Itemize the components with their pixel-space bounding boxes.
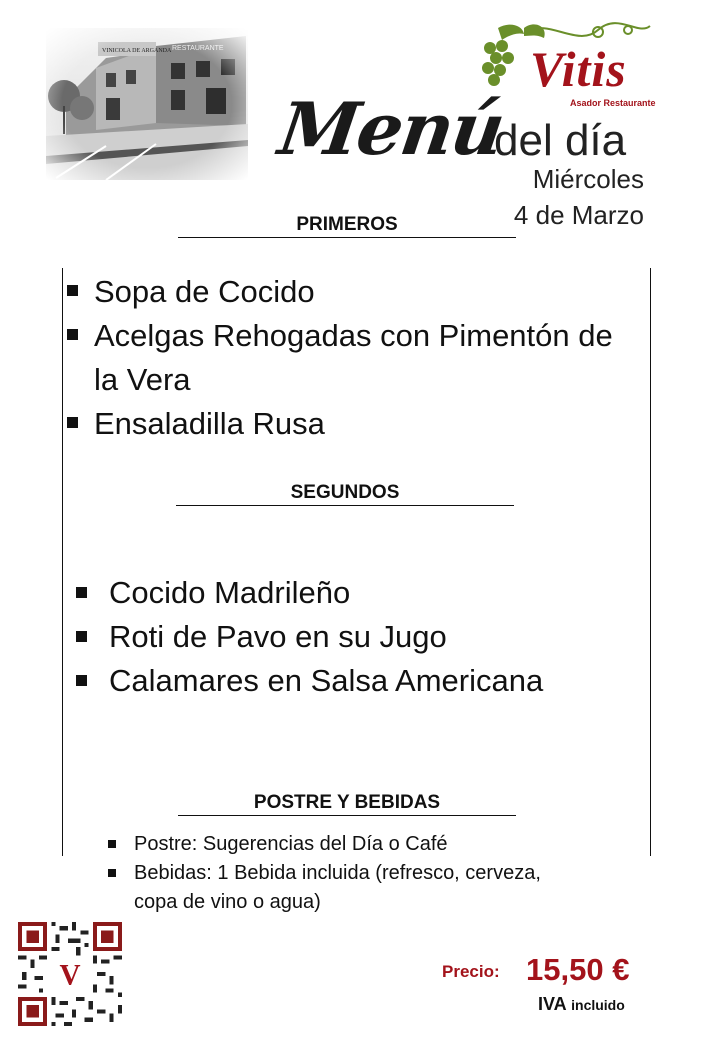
- list-item: [134, 859, 554, 917]
- section-heading-postre: POSTRE Y BEBIDAS: [178, 792, 516, 816]
- bullet-icon: [67, 329, 78, 340]
- list-item: [94, 314, 634, 402]
- list-item: [109, 571, 629, 615]
- price-label: Precio:: [442, 962, 500, 981]
- extra-text: Postre: Sugerencias del Día o Café: [134, 833, 448, 855]
- segundos-list: [109, 571, 629, 703]
- bullet-icon: [67, 285, 78, 296]
- dish-name: Sopa de Cocido: [94, 274, 315, 309]
- tax-note: [538, 994, 625, 1015]
- bullet-icon: [67, 417, 78, 428]
- logo-name: Vitis: [530, 41, 627, 97]
- menu-date: 4 de Marzo: [513, 200, 644, 230]
- bullet-icon: [108, 840, 116, 848]
- dish-name: Acelgas Rehogadas con Pimentón de la Vera: [94, 318, 613, 397]
- list-item: [109, 659, 629, 703]
- title-del-dia: del día: [494, 116, 627, 165]
- bullet-icon: [108, 869, 116, 877]
- extra-text: Bebidas: 1 Bebida incluida (refresco, cerveza, copa de vino o agua): [134, 862, 541, 913]
- list-item: [109, 615, 629, 659]
- qr-code[interactable]: [18, 922, 122, 1026]
- primeros-list: [94, 270, 634, 446]
- section-heading-segundos: SEGUNDOS: [176, 482, 514, 506]
- price-value: 15,50 €: [526, 952, 630, 987]
- svg-text:V: V: [59, 959, 81, 992]
- section-heading-primeros: PRIMEROS: [178, 214, 516, 238]
- bullet-icon: [76, 587, 87, 598]
- bullet-icon: [76, 631, 87, 642]
- postre-list: [134, 830, 554, 917]
- menu-day: Miércoles: [532, 164, 644, 194]
- list-item: [134, 830, 554, 859]
- restaurant-photo: [46, 28, 248, 180]
- tax-main: IVA: [538, 994, 567, 1014]
- dish-name: Cocido Madrileño: [109, 575, 351, 610]
- tax-included: incluido: [571, 997, 625, 1013]
- frame-line-right: [650, 268, 651, 856]
- list-item: [94, 270, 634, 314]
- list-item: [94, 402, 634, 446]
- dish-name: Ensaladilla Rusa: [94, 406, 325, 441]
- title-menu: Menú: [274, 86, 509, 171]
- frame-line-left: [62, 268, 63, 856]
- logo-tagline: Asador Restaurante: [570, 98, 656, 108]
- dish-name: Calamares en Salsa Americana: [109, 663, 544, 698]
- dish-name: Roti de Pavo en su Jugo: [109, 619, 447, 654]
- bullet-icon: [76, 675, 87, 686]
